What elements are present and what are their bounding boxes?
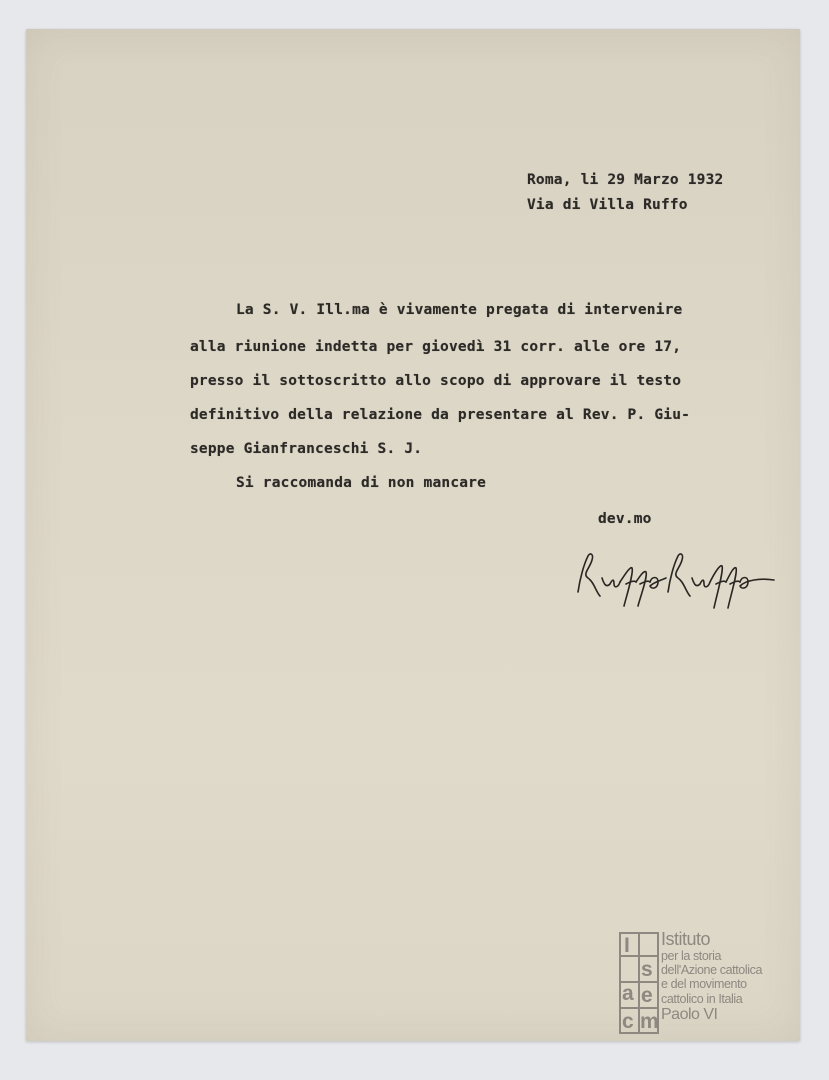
svg-text:s: s [641, 958, 653, 981]
date-line: Roma, li 29 Marzo 1932 [527, 172, 724, 188]
isacem-logo-text [661, 930, 762, 1023]
closing: dev.mo [598, 511, 652, 527]
address-line: Via di Villa Ruffo [527, 197, 688, 213]
svg-text:m: m [640, 1010, 659, 1033]
isacem-logo [619, 930, 769, 1036]
svg-text:c: c [622, 1010, 634, 1033]
logo-line: per la storia [661, 949, 722, 963]
logo-line: e del movimento [661, 977, 747, 992]
logo-line: cattolico in Italia [661, 991, 743, 1006]
body-line: alla riunione indetta per giovedì 31 corr. alle ore 17, [190, 339, 682, 355]
svg-text:a: a [622, 982, 634, 1005]
logo-line: Istituto [661, 929, 711, 949]
svg-text:e: e [641, 984, 653, 1007]
body-line: La S. V. Ill.ma è vivamente pregata di intervenire [236, 302, 683, 318]
body-line: Si raccomanda di non mancare [236, 475, 487, 491]
body-line: presso il sottoscritto allo scopo di approvare il testo [190, 373, 682, 389]
logo-line: dell'Azione cattolica [661, 963, 762, 978]
logo-line: Paolo VI [661, 1005, 718, 1023]
isacem-monogram [619, 932, 659, 1034]
svg-text:I: I [624, 934, 630, 957]
body-line: definitivo della relazione da presentare al Rev. P. Giu- [190, 407, 691, 423]
body-line: seppe Gianfranceschi S. J. [190, 441, 423, 457]
handwritten-signature [574, 548, 778, 612]
